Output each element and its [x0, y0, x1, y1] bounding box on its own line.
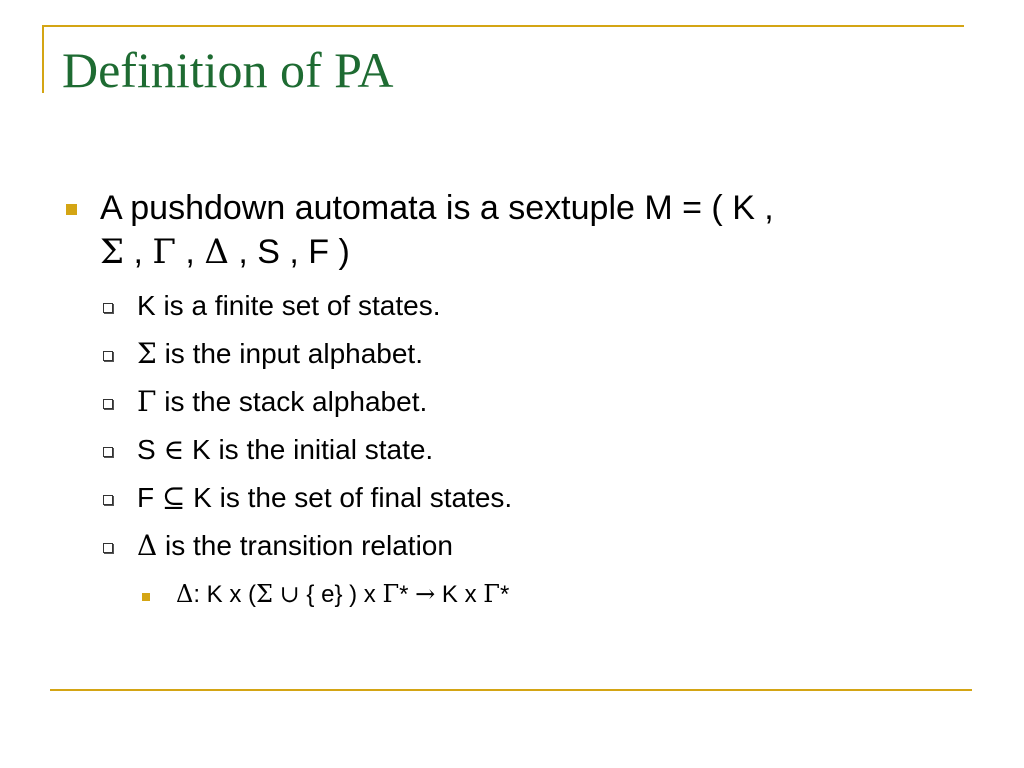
delta-symbol: Δ: [137, 529, 158, 562]
sub-bullet-item: [137, 432, 433, 468]
sigma-symbol: Σ: [256, 580, 273, 608]
gamma-symbol: Γ: [382, 580, 400, 608]
formula-part: K x: [435, 581, 484, 608]
separator: ,: [124, 233, 153, 271]
right-arrow-symbol: →: [415, 580, 436, 608]
main-bullet-text: [100, 186, 980, 274]
union-symbol: ∪: [279, 580, 300, 608]
hollow-square-bullet-icon: [103, 543, 113, 553]
hollow-square-bullet-icon: [103, 351, 113, 361]
main-bullet-line2-rest: , S , F ): [228, 233, 350, 271]
kleene-star: *: [499, 581, 510, 608]
sigma-symbol: Σ: [100, 232, 125, 272]
kleene-star: *: [399, 581, 416, 608]
separator: ,: [175, 233, 205, 271]
formula-part: : K x (: [193, 581, 257, 608]
delta-symbol: Δ: [176, 580, 194, 608]
sub-bullet-item: [137, 288, 440, 324]
sub-bullet-item: [137, 384, 427, 420]
hollow-square-bullet-icon: [103, 303, 113, 313]
sub-bullet-item: [137, 480, 512, 516]
sub-bullet-prefix: S: [137, 434, 164, 465]
gamma-symbol: Γ: [483, 580, 500, 608]
sub-bullet-text: is the input alphabet.: [156, 338, 423, 369]
bullet-square-icon: [66, 204, 77, 215]
sub-bullet-text: K is a finite set of states.: [137, 290, 441, 321]
sub-bullet-text: is the transition relation: [157, 530, 453, 561]
subset-symbol: ⊆: [161, 481, 186, 514]
sub-bullet-text: is the stack alphabet.: [156, 386, 428, 417]
sub-bullet-text: K is the set of final states.: [185, 482, 513, 513]
formula-part: { e} ) x: [299, 581, 383, 608]
sub-bullet-item: [137, 528, 453, 564]
gamma-symbol: Γ: [137, 385, 157, 418]
slide-title: Definition of PA: [62, 42, 394, 98]
gamma-symbol: Γ: [152, 232, 176, 272]
small-square-bullet-icon: [142, 593, 150, 601]
sigma-symbol: Σ: [137, 337, 157, 370]
sub-bullet-item: [137, 336, 423, 372]
sub-bullet-prefix: F: [137, 482, 162, 513]
hollow-square-bullet-icon: [103, 447, 113, 457]
element-of-symbol: ∈: [163, 433, 185, 466]
hollow-square-bullet-icon: [103, 495, 113, 505]
formula-space: [273, 581, 280, 608]
transition-signature: [176, 578, 509, 611]
frame-bottom-line: [50, 689, 972, 691]
delta-symbol: Δ: [204, 232, 229, 272]
sub-bullet-text: K is the initial state.: [184, 434, 434, 465]
hollow-square-bullet-icon: [103, 399, 113, 409]
main-bullet-line1: A pushdown automata is a sextuple M = ( K ,: [100, 189, 774, 227]
